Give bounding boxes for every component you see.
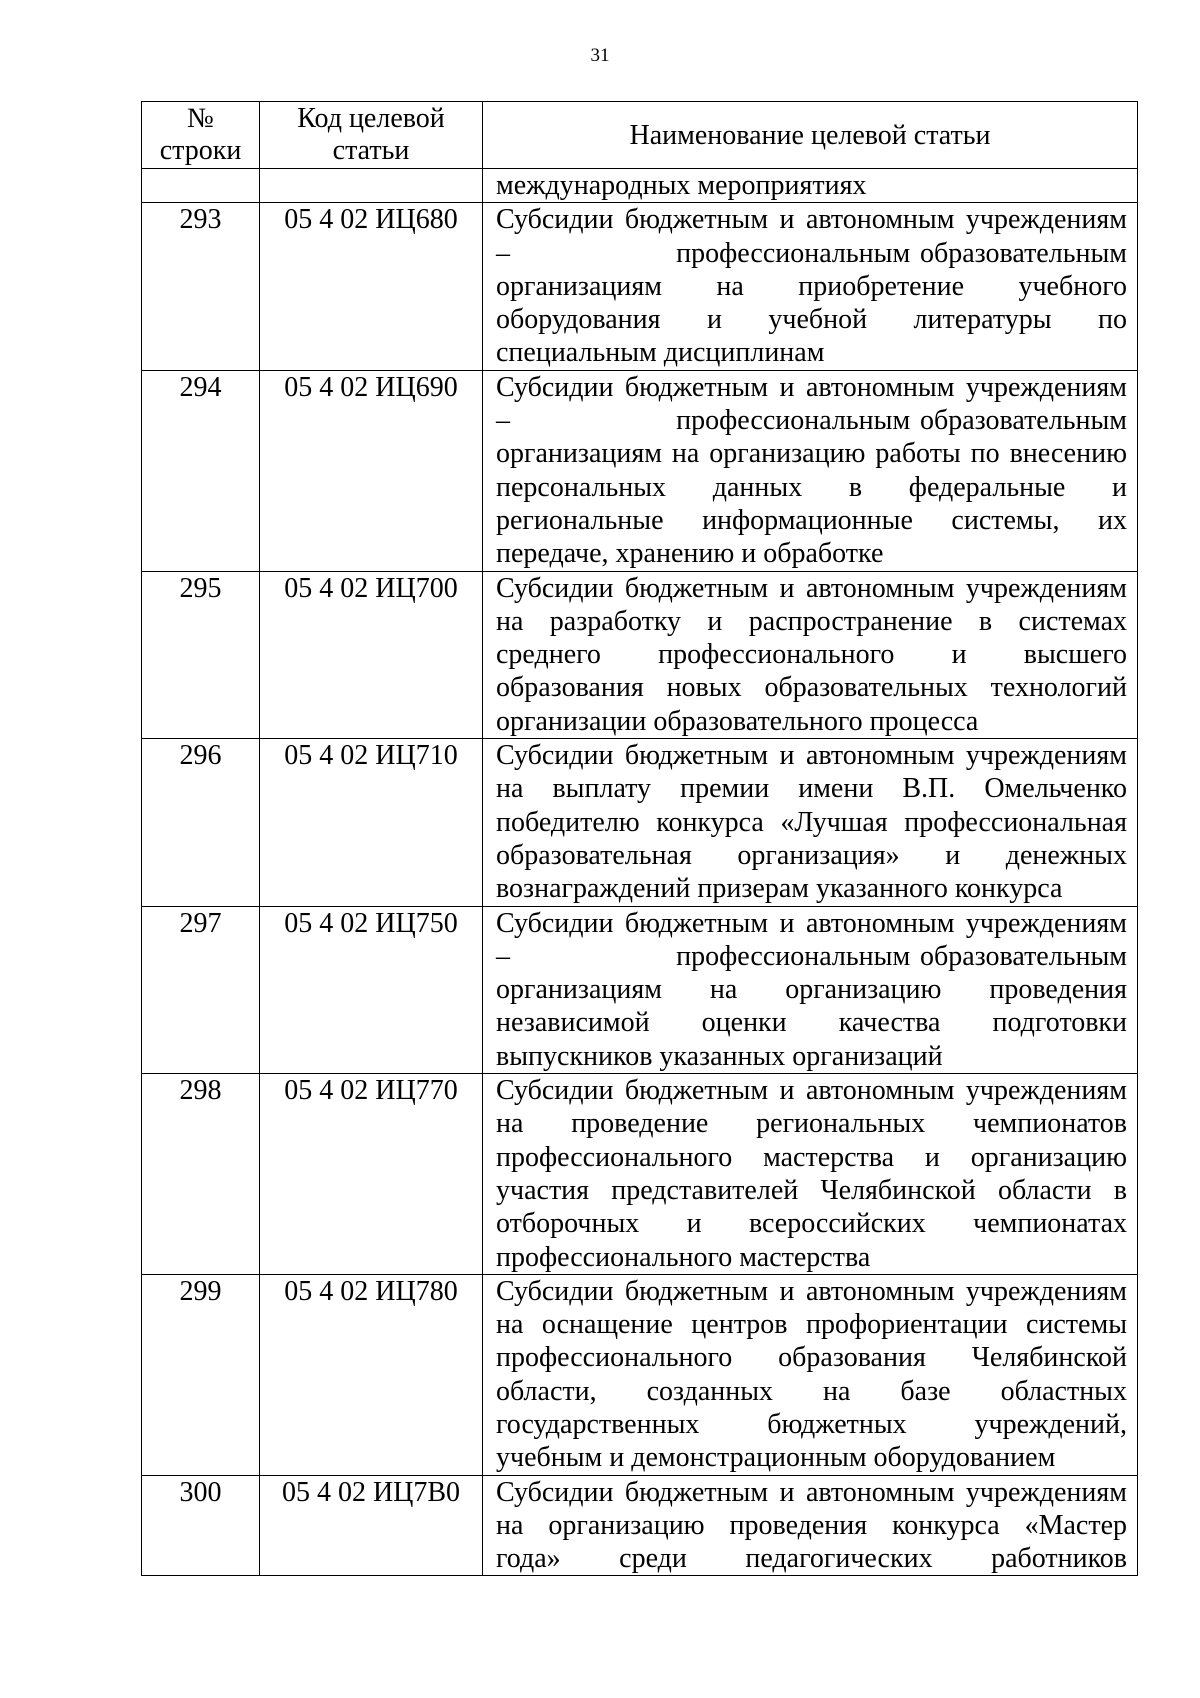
row-number: 300 — [142, 1475, 260, 1576]
target-name-line: Субсидии бюджетным и автономным учреждениям — [496, 204, 1127, 236]
target-name-line: среднего профессионального и высшего — [496, 639, 1127, 671]
target-name-line: персональных данных в федеральные и — [496, 471, 1127, 503]
target-name-line: на разработку и распространение в системах — [496, 605, 1127, 637]
row-number: 295 — [142, 571, 260, 738]
target-name-line: независимой оценки качества подготовки — [496, 1007, 1127, 1039]
continuation-num-cell — [142, 169, 260, 203]
target-name-line: организациям на приобретение учебного — [496, 270, 1127, 302]
target-name-line: – профессиональным образовательным — [496, 405, 1127, 437]
target-name-line: на выплату премии имени В.П. Омельченко — [496, 773, 1127, 805]
target-name — [483, 1475, 1138, 1576]
target-name-line: вознаграждений призерам указанного конкурса — [496, 873, 1063, 905]
target-name-line: Субсидии бюджетным и автономным учреждениям — [496, 1476, 1127, 1508]
header-target-code: Код целевой статьи — [260, 102, 483, 169]
target-name-line: на организацию проведения конкурса «Мастер — [496, 1509, 1127, 1541]
header-target-name: Наименование целевой статьи — [483, 102, 1138, 169]
header-row-number: № строки — [142, 102, 260, 169]
target-name — [483, 1274, 1138, 1475]
row-number: 294 — [142, 370, 260, 571]
target-code: 05 4 02 ИЦ690 — [260, 370, 483, 571]
target-name-line: выпускников указанных организаций — [496, 1040, 943, 1072]
target-code: 05 4 02 ИЦ7В0 — [260, 1475, 483, 1576]
target-name-line: образования новых образовательных технологий — [496, 672, 1127, 704]
row-number: 299 — [142, 1274, 260, 1475]
table-row — [142, 739, 1138, 906]
target-code: 05 4 02 ИЦ710 — [260, 739, 483, 906]
page-number: 31 — [590, 45, 610, 66]
row-number: 298 — [142, 1074, 260, 1275]
continuation-code-cell — [260, 169, 483, 203]
target-name-line: Субсидии бюджетным и автономным учреждениям — [496, 572, 1127, 604]
table-row — [142, 1074, 1138, 1275]
target-name-line: государственных бюджетных учреждений, — [496, 1408, 1127, 1440]
target-name-line: Субсидии бюджетным и автономным учреждениям — [496, 907, 1127, 939]
target-name-line: – профессиональным образовательным — [496, 237, 1127, 269]
target-name-line: отборочных и всероссийских чемпионатах — [496, 1208, 1127, 1240]
row-number: 296 — [142, 739, 260, 906]
target-name-line: региональные информационные системы, их — [496, 504, 1127, 536]
table-row — [142, 203, 1138, 370]
target-name-line: профессионального мастерства — [496, 1241, 871, 1273]
target-name-line: Субсидии бюджетным и автономным учреждениям — [496, 1075, 1127, 1107]
table-row — [142, 1475, 1138, 1576]
table-row — [142, 370, 1138, 571]
target-name-line: организации образовательного процесса — [496, 705, 979, 737]
target-name — [483, 1074, 1138, 1275]
target-name — [483, 370, 1138, 571]
target-name-line: года» среди педагогических работников — [496, 1543, 1127, 1575]
target-name-line: организациям на организацию работы по внесению — [496, 438, 1127, 470]
target-name-line: участия представителей Челябинской области в — [496, 1174, 1127, 1206]
target-name-line: организациям на организацию проведения — [496, 974, 1127, 1006]
target-name-line: специальным дисциплинам — [496, 337, 825, 369]
target-name — [483, 571, 1138, 738]
table-header-row — [142, 102, 1138, 169]
continuation-row — [142, 169, 1138, 203]
target-name — [483, 203, 1138, 370]
target-name-line: оборудования и учебной литературы по — [496, 304, 1127, 336]
target-name-line: профессионального мастерства и организацию — [496, 1141, 1127, 1173]
target-name-line: победителю конкурса «Лучшая профессиональная — [496, 806, 1127, 838]
target-name-line: Субсидии бюджетным и автономным учреждениям — [496, 371, 1127, 403]
row-number: 297 — [142, 906, 260, 1073]
target-code: 05 4 02 ИЦ680 — [260, 203, 483, 370]
continuation-text: международных мероприятиях — [483, 169, 1138, 203]
target-name-line: области, созданных на базе областных — [496, 1375, 1127, 1407]
target-name-line: Субсидии бюджетным и автономным учреждениям — [496, 740, 1127, 772]
target-name-line: Субсидии бюджетным и автономным учреждениям — [496, 1275, 1127, 1307]
target-name-line: на проведение региональных чемпионатов — [496, 1108, 1127, 1140]
table-row — [142, 1274, 1138, 1475]
target-code: 05 4 02 ИЦ700 — [260, 571, 483, 738]
target-name — [483, 906, 1138, 1073]
target-code: 05 4 02 ИЦ750 — [260, 906, 483, 1073]
table-row — [142, 906, 1138, 1073]
target-name — [483, 739, 1138, 906]
table-row — [142, 571, 1138, 738]
budget-items-table — [141, 101, 1138, 1576]
target-name-line: учебным и демонстрационным оборудованием — [496, 1442, 1056, 1474]
target-code: 05 4 02 ИЦ780 — [260, 1274, 483, 1475]
target-name-line: образовательная организация» и денежных — [496, 839, 1127, 871]
target-code: 05 4 02 ИЦ770 — [260, 1074, 483, 1275]
target-name-line: на оснащение центров профориентации системы — [496, 1309, 1127, 1341]
target-name-line: передаче, хранению и обработке — [496, 538, 884, 570]
target-name-line: – профессиональным образовательным — [496, 940, 1127, 972]
row-number: 293 — [142, 203, 260, 370]
target-name-line: профессионального образования Челябинской — [496, 1342, 1127, 1374]
